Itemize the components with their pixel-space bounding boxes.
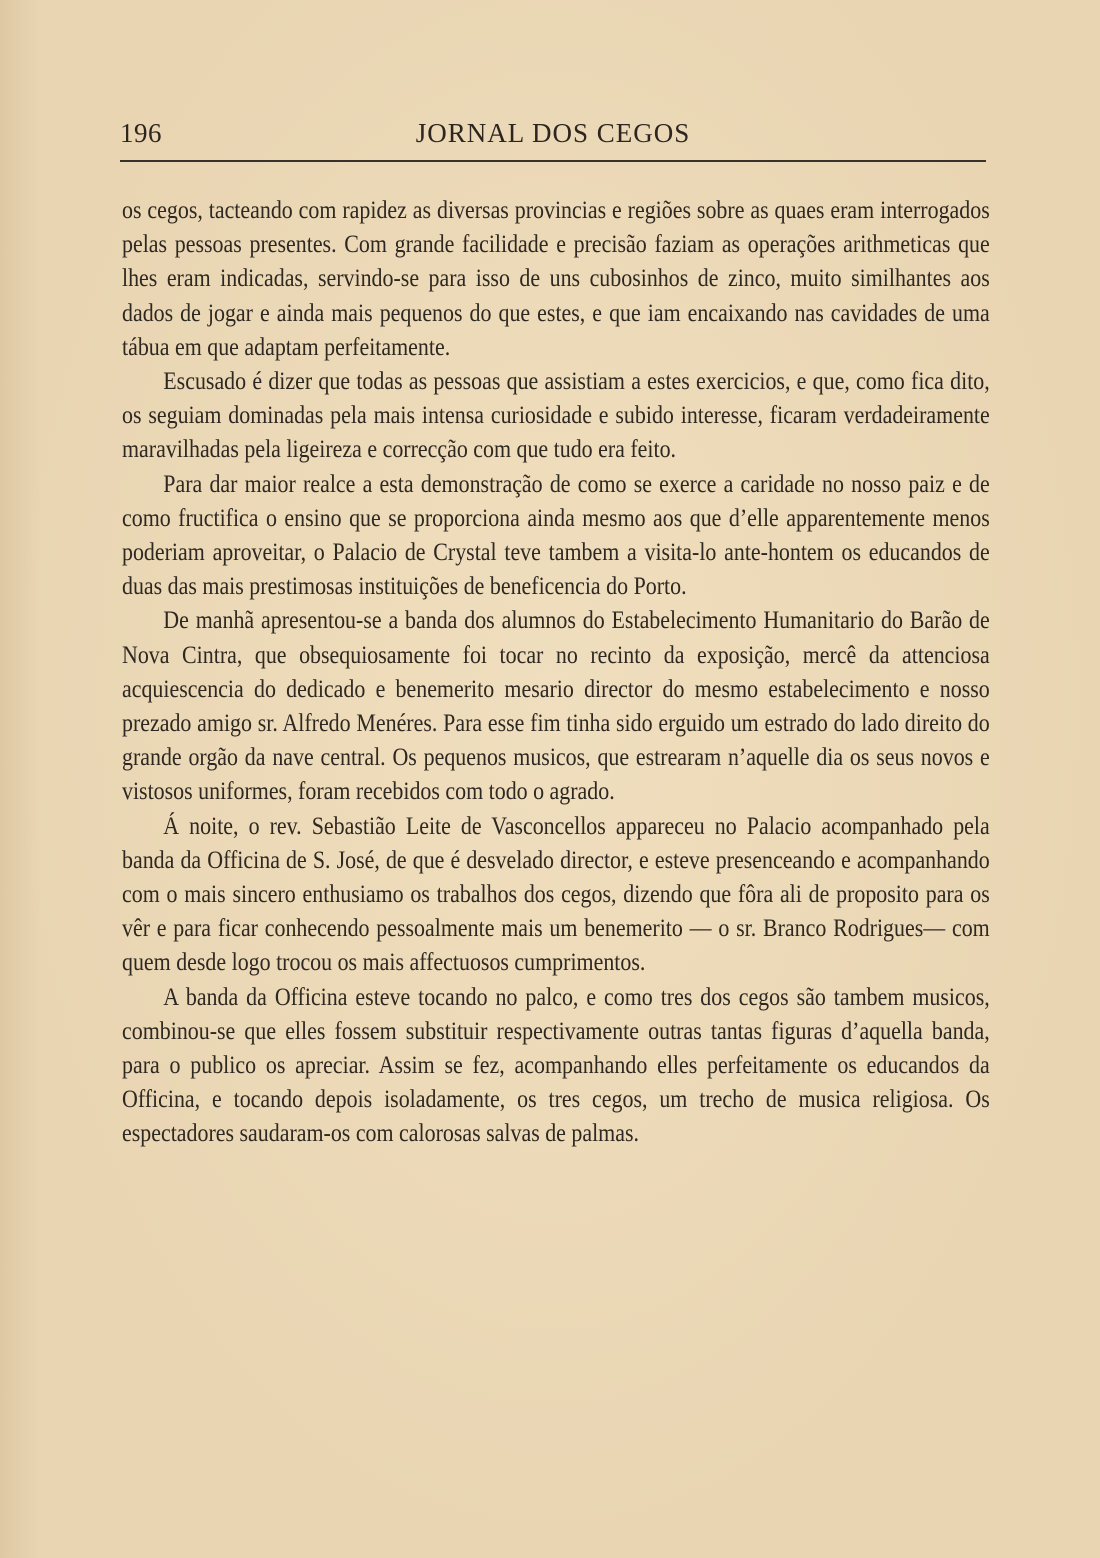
paragraph: os cegos, tacteando com rapidez as diversas provincias e regiões sobre as quaes eram interrogados pelas pessoas presentes. Com grande facilidade e precisão faziam as operações arithmeticas que lhes eram indicadas, servindo-se para isso de uns cubosinhos de zinco, muito similhantes aos dados de jogar e ainda mais pequenos do que estes, e que iam encaixando nas cavidades de uma tábua em que adaptam perfeitamente.	[122, 195, 990, 361]
page-header	[120, 114, 986, 160]
page-number: 196	[120, 118, 162, 148]
paragraph: Escusado é dizer que todas as pessoas que assistiam a estes exercicios, e que, como fica dito, os seguiam dominadas pela mais intensa curiosidade e subido interesse, ficaram verdadeiramente maravilhadas pela ligeireza e correcção com que tudo era feito.	[122, 366, 990, 464]
paragraph: Á noite, o rev. Sebastião Leite de Vasconcellos appareceu no Palacio acompanhado pela banda da Officina de S. José, de que é desvelado director, e esteve presenceando e acompanhando com o mais sincero enthusiamo os trabalhos dos cegos, dizendo que fôra ali de proposito para os vêr e para ficar conhecendo pessoalmente mais um benemerito — o sr. Branco Rodrigues— com quem desde logo trocou os mais affectuosos cumprimentos.	[122, 810, 990, 977]
header-rule	[120, 160, 986, 162]
paragraph: De manhã apresentou-se a banda dos alumnos do Estabelecimento Humanitario do Barão de Nova Cintra, que obsequiosamente foi tocar no recinto da exposição, mercê da attenciosa acquiescencia do dedicado e benemerito mesario director do mesmo estabelecimento e nosso prezado amigo sr. Alfredo Menéres. Para esse fim tinha sido erguido um estrado do lado direito do grande orgão da nave central. Os pequenos musicos, que estrearam n’aquelle dia os seus novos e vistosos uniformes, foram recebidos com todo o agrado.	[122, 605, 990, 806]
running-title: JORNAL DOS CEGOS	[415, 118, 691, 148]
paragraph: A banda da Officina esteve tocando no palco, e como tres dos cegos são tambem musicos, combinou-se que elles fossem substituir respectivamente outras tantas figuras d’aquella banda, para o publico os apreciar. Assim se fez, acompanhando elles perfeitamente os educandos da Officina, e tocando depois isoladamente, os tres cegos, um trecho de musica religiosa. Os espectadores saudaram-os com calorosas salvas de palmas.	[122, 981, 990, 1148]
paragraph: Para dar maior realce a esta demonstração de como se exerce a caridade no nosso paiz e de como fructifica o ensino que se proporciona ainda mesmo aos que d’elle apparentemente menos poderiam aproveitar, o Palacio de Crystal teve tambem a visita-lo ante-hontem os educandos de duas das mais prestimosas instituições de beneficencia do Porto.	[122, 468, 990, 601]
body-text	[122, 193, 990, 1151]
